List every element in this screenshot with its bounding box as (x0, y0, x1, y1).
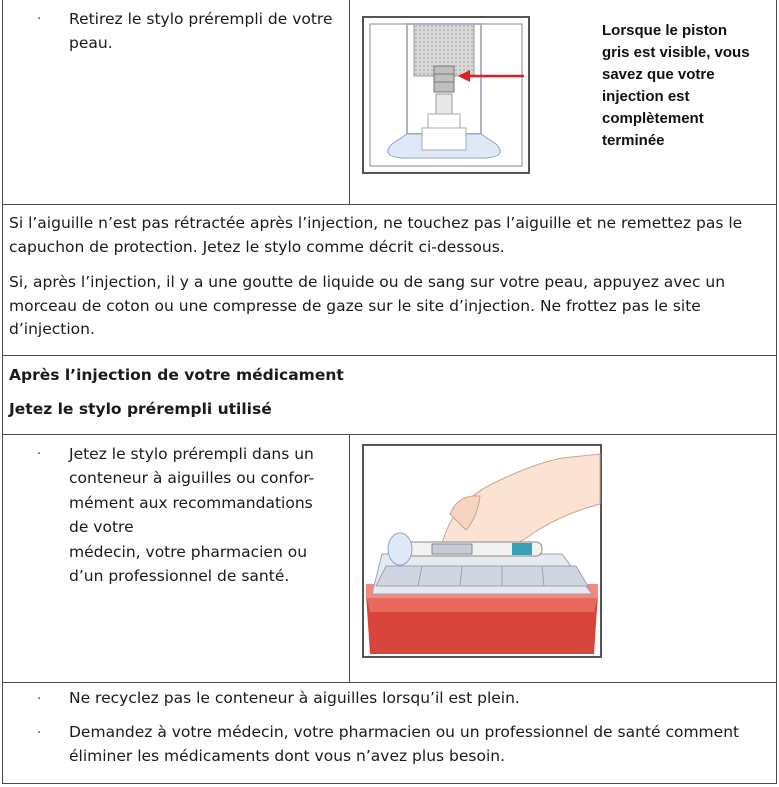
column-divider (349, 434, 350, 682)
row-divider (3, 434, 776, 435)
paragraph-line: morceau de coton ou une compresse de gaze sur le site d’injection. Ne frottez pas le site (9, 296, 701, 315)
ask-professional-instruction (69, 721, 774, 768)
callout-line: complètement (602, 110, 704, 127)
instruction-line: Jetez le stylo prérempli dans un (69, 445, 314, 463)
bullet-marker: · (37, 12, 42, 27)
bullet-marker: · (37, 447, 42, 462)
instruction-line: de votre (69, 518, 134, 537)
needle-warning-paragraph (9, 212, 774, 259)
instruction-line: mément aux recommandations (69, 493, 313, 512)
row-divider (3, 204, 776, 205)
instruction-line: éliminer les médicaments dont vous n’avez plus besoin. (69, 746, 506, 765)
section-heading: Après l’injection de votre médicament (9, 366, 344, 384)
callout-line: terminée (602, 132, 665, 149)
callout-line: injection est (602, 88, 690, 105)
paragraph-line: Si, après l’injection, il y a une goutte de liquide ou de sang sur votre peau, appuyez avec un (9, 273, 726, 291)
instruction-line: Demandez à votre médecin, votre pharmacien ou un professionnel de santé comment (69, 723, 740, 741)
instruction-line: d’un professionnel de santé. (69, 567, 290, 586)
paragraph-line: d’injection. (9, 320, 95, 338)
no-recycle-instruction: Ne recyclez pas le conteneur à aiguilles lorsqu’il est plein. (69, 689, 520, 707)
plunger-callout (602, 20, 777, 152)
sharps-container-illustration (362, 444, 602, 658)
callout-line: savez que votre (602, 66, 715, 83)
paragraph-line: capuchon de protection. Jetez le stylo comme décrit ci-dessous. (9, 237, 505, 256)
row-divider (3, 682, 776, 683)
section-subheading: Jetez le stylo prérempli utilisé (9, 400, 272, 418)
dispose-pen-instruction (69, 442, 344, 588)
instruction-line: conteneur à aiguilles ou confor- (69, 469, 315, 488)
table-bottom-border (3, 783, 776, 784)
column-divider (349, 0, 350, 204)
bullet-marker: · (37, 692, 42, 707)
instruction-line: médecin, votre pharmacien ou (69, 542, 308, 561)
blood-drop-paragraph (9, 271, 774, 342)
paragraph-line: Si l’aiguille n’est pas rétractée après l’injection, ne touchez pas l’aiguille et ne remettez pas le (9, 214, 743, 232)
pen-plunger-illustration (362, 16, 530, 174)
callout-line: gris est visible, vous (602, 44, 750, 61)
remove-pen-instruction: Retirez le stylo prérempli de votre peau. (69, 10, 333, 52)
callout-line: Lorsque le piston (602, 22, 728, 39)
bullet-marker: · (37, 726, 42, 741)
row-divider (3, 355, 776, 356)
